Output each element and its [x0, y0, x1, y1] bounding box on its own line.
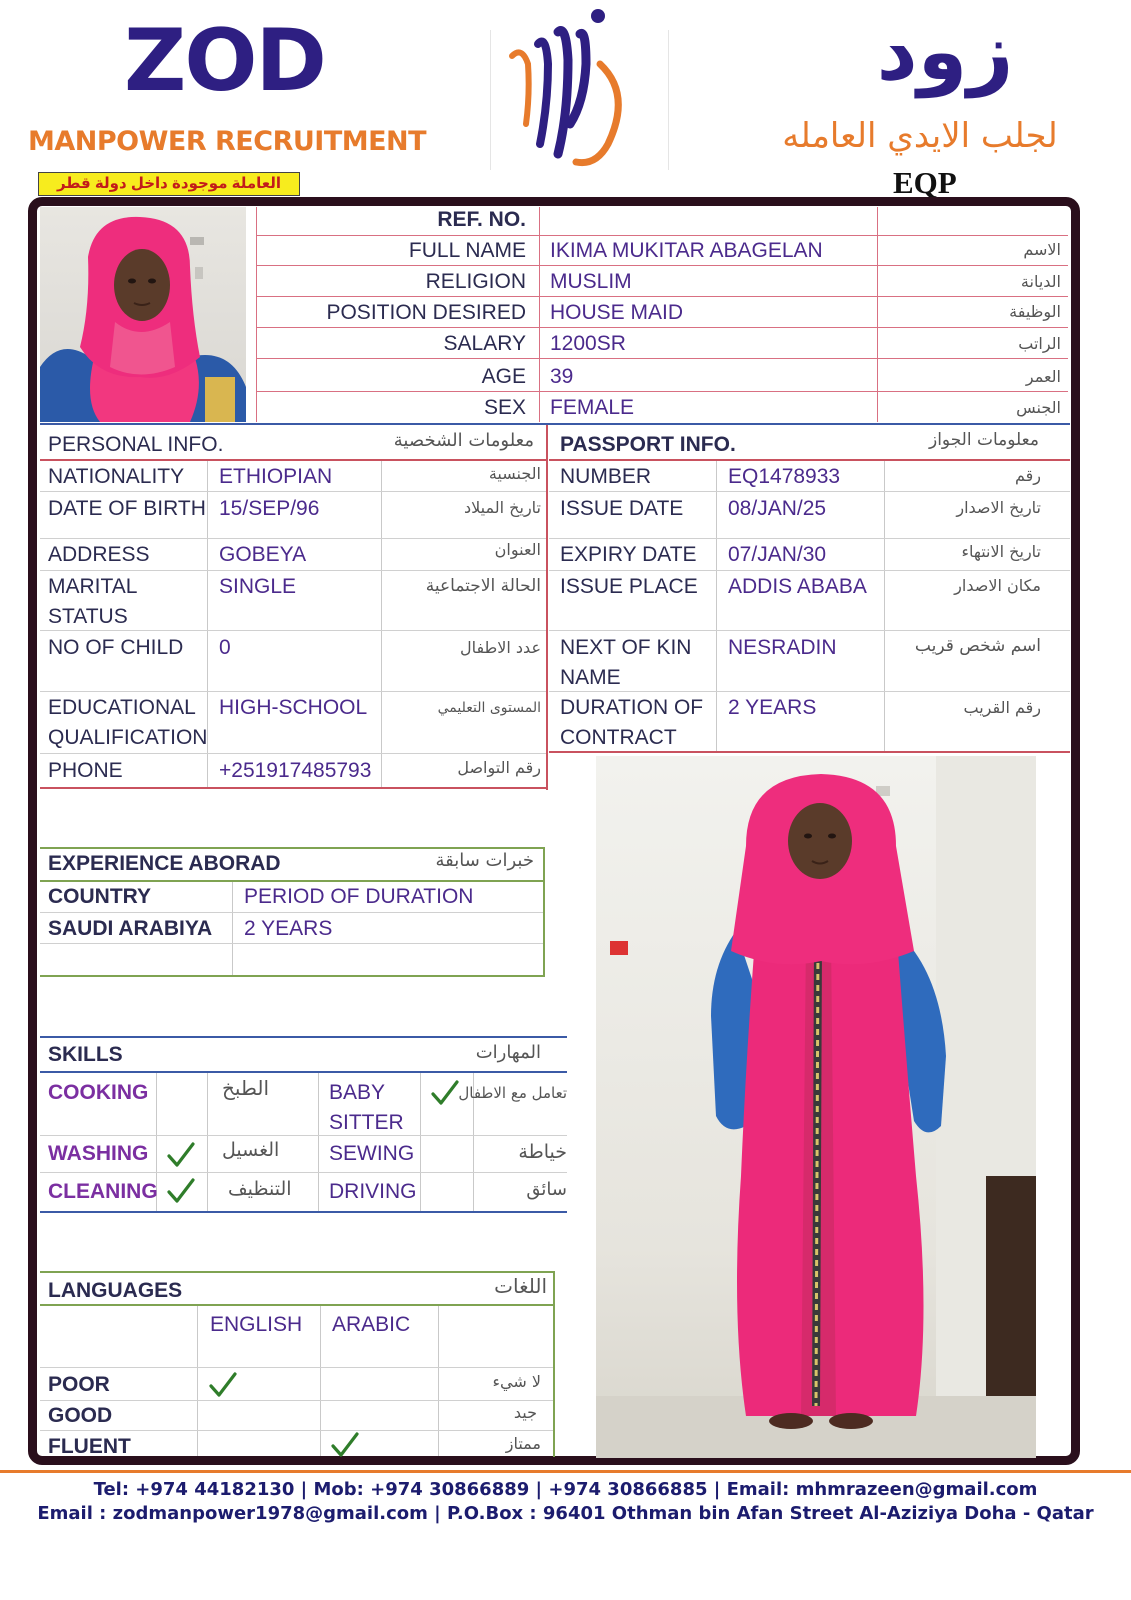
nationality-label: NATIONALITY	[48, 465, 185, 488]
issue-date-label: ISSUE DATE	[560, 497, 684, 520]
full-name-ar: الاسم	[1023, 240, 1061, 259]
lang-col-arabic: ARABIC	[332, 1313, 411, 1336]
address-value: GOBEYA	[219, 543, 307, 566]
passport-info-title: PASSPORT INFO.	[560, 433, 736, 456]
rule	[381, 461, 382, 787]
check-icon	[208, 1370, 238, 1400]
experience-col-period: PERIOD OF DURATION	[244, 885, 474, 908]
rule	[40, 847, 545, 849]
passport-number-label: NUMBER	[560, 465, 652, 488]
passport-number-ar: رقم	[1014, 466, 1041, 485]
duration-ar: رقم القريب	[963, 698, 1041, 717]
duration-label-1: DURATION OF	[560, 696, 704, 719]
nationality-value: ETHIOPIAN	[219, 465, 333, 488]
rule	[40, 570, 546, 571]
check-icon	[330, 1430, 360, 1460]
brand-arabic-name: زود	[876, 5, 1014, 98]
rule	[40, 753, 546, 754]
lang-good-ar: جيد	[513, 1403, 537, 1422]
skill-sewing-label: SEWING	[329, 1142, 415, 1165]
issue-place-ar: مكان الاصدار	[954, 576, 1041, 595]
passport-number-value: EQ1478933	[728, 465, 841, 488]
lang-col-english: ENGLISH	[210, 1313, 303, 1336]
skill-driving-ar: سائق	[526, 1179, 567, 1200]
marital-value: SINGLE	[219, 575, 297, 598]
dob-label: DATE OF BIRTH	[48, 497, 206, 520]
lang-poor-label: POOR	[48, 1373, 110, 1396]
marital-label-1: MARITAL	[48, 575, 138, 598]
marital-label-2: STATUS	[48, 605, 128, 628]
education-ar: المستوى التعليمي	[437, 700, 541, 716]
languages-title: LANGUAGES	[48, 1279, 183, 1302]
sex-ar: الجنس	[1016, 398, 1061, 417]
address-label: ADDRESS	[48, 543, 150, 566]
rule	[40, 1271, 555, 1273]
rule	[549, 630, 1070, 631]
rule	[40, 1430, 553, 1431]
rule	[40, 975, 545, 977]
rule	[256, 235, 1068, 236]
skill-sewing-ar-clip	[476, 1141, 567, 1163]
rule	[40, 880, 545, 882]
skill-baby-label-1: BABY	[329, 1081, 386, 1104]
ref-no-label: REF. NO.	[437, 208, 526, 231]
skill-cooking-label: COOKING	[48, 1081, 149, 1104]
expiry-date-label: EXPIRY DATE	[560, 543, 697, 566]
rule	[320, 1306, 321, 1456]
rule	[543, 847, 545, 977]
rule	[546, 425, 548, 790]
skill-cleaning-ar: التنظيف	[228, 1178, 292, 1200]
full-name-value: IKIMA MUKITAR ABAGELAN	[550, 239, 823, 262]
rule	[40, 423, 1070, 425]
rule	[256, 207, 257, 422]
education-label-1: EDUCATIONAL	[48, 696, 196, 719]
rule	[207, 1073, 208, 1211]
religion-ar: الديانة	[1020, 272, 1061, 291]
phone-label: PHONE	[48, 759, 123, 782]
header-divider	[490, 30, 491, 170]
rule	[40, 459, 546, 461]
children-ar: عدد الاطفال	[459, 638, 541, 657]
issue-date-value: 08/JAN/25	[728, 497, 827, 520]
skill-driving-label: DRIVING	[329, 1180, 417, 1203]
candidate-full-body-photo	[596, 756, 1036, 1458]
rule	[549, 570, 1070, 571]
duration-label-2: CONTRACT	[560, 726, 677, 749]
check-icon	[166, 1140, 196, 1170]
skill-driving-ar-clip	[476, 1179, 567, 1200]
next-kin-ar: اسم شخص قريب	[914, 636, 1041, 656]
header-divider	[668, 30, 669, 170]
age-value: 39	[550, 365, 574, 388]
religion-value: MUSLIM	[550, 270, 632, 293]
rule	[549, 751, 1070, 753]
skills-title: SKILLS	[48, 1043, 123, 1066]
position-ar: الوظيفة	[1009, 302, 1061, 321]
issue-place-label: ISSUE PLACE	[560, 575, 698, 598]
next-kin-label-1: NEXT OF KIN	[560, 636, 692, 659]
position-value: HOUSE MAID	[550, 301, 684, 324]
expiry-date-ar: تاريخ الانتهاء	[961, 542, 1041, 561]
rule	[197, 1306, 198, 1456]
marital-ar: الحالة الاجتماعية	[425, 576, 541, 596]
address-ar: العنوان	[494, 540, 541, 559]
brand-eqp: EQP	[893, 165, 957, 200]
skills-title-ar: المهارات	[475, 1042, 541, 1063]
rule	[877, 207, 878, 422]
experience-period: 2 YEARS	[244, 917, 333, 940]
rule	[40, 912, 543, 913]
lang-good-label: GOOD	[48, 1404, 113, 1427]
experience-title: EXPERIENCE ABORAD	[48, 852, 281, 875]
rule	[438, 1306, 439, 1456]
rule	[40, 1036, 567, 1038]
issue-place-value: ADDIS ABABA	[728, 575, 867, 598]
rule	[40, 787, 548, 789]
rule	[40, 538, 546, 539]
footer-rule	[0, 1470, 1131, 1473]
rule	[256, 358, 1068, 359]
passport-info-title-ar: معلومات الجواز	[928, 430, 1039, 450]
rule	[40, 1211, 567, 1213]
rule	[40, 491, 546, 492]
rule	[549, 538, 1070, 539]
dob-ar: تاريخ الميلاد	[464, 498, 541, 517]
skill-baby-ar-clip	[458, 1084, 567, 1103]
next-kin-value: NESRADIN	[728, 636, 837, 659]
salary-ar: الراتب	[1018, 334, 1061, 353]
full-name-label: FULL NAME	[408, 239, 526, 262]
rule	[420, 1073, 421, 1211]
lang-fluent-label: FLUENT	[48, 1435, 131, 1458]
languages-title-ar: اللغات	[494, 1274, 547, 1298]
skill-cleaning-label: CLEANING	[48, 1180, 158, 1203]
rule	[40, 1172, 567, 1173]
phone-ar: رقم التواصل	[457, 758, 541, 777]
footer-contact-line: Tel: +974 44182130 | Mob: +974 30866889 | +974 30866885 | Email: mhmrazeen@gmail.com	[93, 1479, 1038, 1500]
rule	[40, 691, 546, 692]
footer-address-line: Email : zodmanpower1978@gmail.com | P.O.Box : 96401 Othman bin Afan Street Al-Aziziya Doha - Qatar	[37, 1503, 1094, 1524]
age-ar: العمر	[1025, 367, 1061, 386]
expiry-date-value: 07/JAN/30	[728, 543, 827, 566]
rule	[40, 1071, 567, 1073]
nationality-ar: الجنسية	[488, 464, 541, 483]
issue-date-ar: تاريخ الاصدار	[956, 498, 1041, 517]
salary-value: 1200SR	[550, 332, 626, 355]
rule	[256, 296, 1068, 297]
next-kin-label-2: NAME	[560, 666, 621, 689]
phone-value: +251917485793	[219, 759, 372, 782]
skill-cooking-ar: الطبخ	[222, 1076, 270, 1100]
rule	[318, 1073, 319, 1211]
rule	[40, 1367, 553, 1368]
zod-logo-icon	[500, 4, 640, 174]
brand-arabic-subtitle: لجلب الايدي العامله	[782, 116, 1058, 156]
rule	[553, 1271, 555, 1457]
rule	[549, 491, 1070, 492]
children-label: NO OF CHILD	[48, 636, 184, 659]
rule	[256, 327, 1068, 328]
experience-title-ar: خبرات سابقة	[435, 850, 534, 871]
rule	[549, 691, 1070, 692]
rule	[40, 1135, 567, 1136]
experience-col-country: COUNTRY	[48, 885, 152, 908]
rule	[40, 1400, 553, 1401]
rule	[549, 459, 1070, 461]
duration-value: 2 YEARS	[728, 696, 817, 719]
sex-label: SEX	[483, 396, 526, 419]
rule	[232, 882, 233, 975]
brand-subtitle: MANPOWER RECRUITMENT	[28, 126, 427, 157]
rule	[40, 943, 543, 944]
education-value: HIGH-SCHOOL	[219, 696, 368, 719]
religion-label: RELIGION	[425, 270, 526, 293]
in-qatar-badge: العاملة موجودة داخل دولة قطر	[38, 172, 300, 196]
sex-value: FEMALE	[550, 396, 635, 419]
skill-washing-label: WASHING	[48, 1142, 149, 1165]
personal-info-title: PERSONAL INFO.	[48, 433, 224, 456]
children-value: 0	[219, 636, 231, 659]
dob-value: 15/SEP/96	[219, 497, 320, 520]
rule	[40, 1304, 555, 1306]
education-label-2: QUALIFICATION	[48, 726, 208, 749]
candidate-portrait-photo	[40, 207, 246, 422]
personal-info-title-ar: معلومات الشخصية	[393, 430, 534, 451]
lang-fluent-ar: ممتاز	[505, 1434, 541, 1453]
salary-label: SALARY	[443, 332, 526, 355]
check-icon	[166, 1176, 196, 1206]
skill-baby-ar: تعامل مع الاطفال	[458, 1084, 567, 1102]
age-label: AGE	[481, 365, 526, 388]
check-icon	[430, 1078, 460, 1108]
rule	[716, 461, 717, 753]
experience-country: SAUDI ARABIYA	[48, 917, 213, 940]
lang-poor-ar: لا شيء	[492, 1372, 541, 1391]
rule	[256, 391, 1068, 392]
skill-baby-label-2: SITTER	[329, 1111, 404, 1134]
skill-sewing-ar: خياطة	[518, 1141, 567, 1163]
rule	[884, 461, 885, 753]
skill-washing-ar: الغسيل	[222, 1139, 280, 1161]
position-label: POSITION DESIRED	[326, 301, 526, 324]
brand-logo-text: ZOD	[124, 11, 325, 111]
rule	[40, 630, 546, 631]
rule	[256, 265, 1068, 266]
rule	[539, 207, 540, 422]
